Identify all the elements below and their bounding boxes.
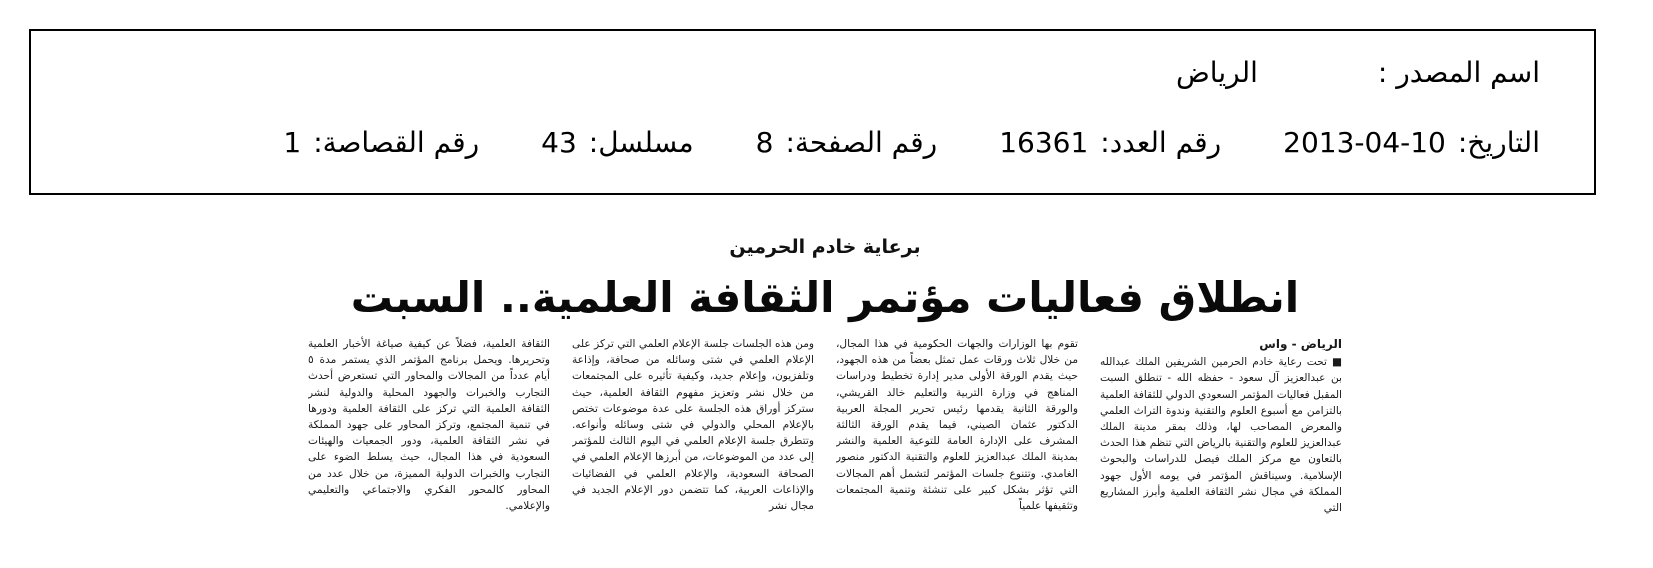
issue-label: رقم العدد:: [1100, 126, 1222, 159]
date-label: التاريخ:: [1457, 126, 1540, 159]
source-label: اسم المصدر :: [1377, 56, 1540, 89]
date-value: 2013-04-10: [1283, 126, 1446, 159]
article-column-text: الثقافة العلمية، فضلاً عن كيفية صياغة الأخبار العلمية وتحريرها. ويحمل برنامج المؤتمر الذي يستمر مدة ٥ أيام عدداً من المجالات والمحاور التي تستعرض أحدث التجارب والخبرات والجهود المحلية والدولية لنشر الثقافة العلمية التي تركز على الثقافة العلمية ودورها في تنمية المجتمع، وتركز المحاور على جهود المملكة في نشر الثقافة العلمية، ودور الجمعيات والهيئات السعودية في هذا المجال، حيث يسلط الضوء على التجارب والخبرات الدولية المميزة، من خلال عدد من المحاور كالمحور الفكري والاجتماعي والتعليمي والإعلامي.: [308, 338, 550, 513]
page-value: 8: [755, 126, 774, 159]
issue-value: 16361: [999, 126, 1089, 159]
clipping-bottom-fade: [308, 530, 1342, 552]
source-line: [1176, 53, 1540, 93]
article-column-4: [308, 336, 550, 552]
article-headline: انطلاق فعاليات مؤتمر الثقافة العلمية.. السبت: [350, 273, 1300, 322]
clip-label: رقم القصاصة:: [313, 126, 480, 159]
metadata-box: [29, 29, 1596, 195]
clip-value: 1: [283, 126, 302, 159]
article-columns: [308, 336, 1342, 552]
article-column-text: ■ تحت رعاية خادم الحرمين الشريفين الملك عبدالله بن عبدالعزيز آل سعود - حفظه الله - تنطلق السبت المقبل فعاليات المؤتمر السعودي الدولي للثقافة العلمية بالتزامن مع أسبوع العلوم والتقنية وندوة التراث العلمي والمعرض المصاحب لها، وذلك بمقر مدينة الملك عبدالعزيز للعلوم والتقنية بالرياض التي تنظم هذا الحدث بالتعاون مع مركز الملك فيصل للدراسات والبحوث الإسلامية. وسيناقش المؤتمر في يومه الأول جهود المملكة في مجال نشر الثقافة العلمية وأبرز المشاريع التي: [1100, 356, 1342, 515]
article-kicker: برعاية خادم الحرمين: [729, 236, 921, 258]
article-dateline: الرياض - واس: [1259, 337, 1342, 351]
article-column-3: [572, 336, 814, 552]
serial-value: 43: [541, 126, 577, 159]
serial-label: مسلسل:: [588, 126, 694, 159]
article-column-text: ومن هذه الجلسات جلسة الإعلام العلمي التي تركز على الإعلام العلمي في شتى وسائله من صحافة، وإذاعة وتلفزيون، وإعلام جديد، وكيفية تأثيره على المجتمعات من خلال نشر وتعزيز مفهوم الثقافة العلمية، حيث ستركز أوراق هذه الجلسة على عدة موضوعات تختص بالإعلام المحلي والدولي في شتى وسائله وأنواعه. وتتطرق جلسة الإعلام العلمي في اليوم الثالث للمؤتمر إلى عدد من الموضوعات، من أبرزها الإعلام العلمي في الصحافة السعودية، والإعلام العلمي في الفضائيات والإذاعات العربية، كما تتضمن دور الإعلام الجديد في مجال نشر: [572, 338, 814, 513]
article-column-text: تقوم بها الوزارات والجهات الحكومية في هذا المجال، من خلال ثلاث ورقات عمل تمثل بعضاً من هذه الجهود، حيث يقدم الورقة الأولى مدير إدارة تخطيط ودراسات المناهج في وزارة التربية والتعليم خالد القريشي، والورقة الثانية يقدمها رئيس تحرير المجلة العربية الدكتور عثمان الصيني، فيما يقدم الورقة الثالثة المشرف على الإدارة العامة للتوعية العلمية والنشر بمدينة الملك عبدالعزيز للعلوم والتقنية الدكتور منصور الغامدي. وتتنوع جلسات المؤتمر لتشمل أهم المجالات التي تؤثر بشكل كبير على تنشئة وتنمية المجتمعات وتثقيفها علمياً: [836, 338, 1078, 513]
article-column-1: [1100, 336, 1342, 552]
article-column-2: [836, 336, 1078, 552]
newspaper-clipping: [308, 232, 1342, 552]
source-value: الرياض: [1175, 56, 1258, 89]
page-label: رقم الصفحة:: [785, 126, 938, 159]
details-line: [283, 123, 1540, 163]
